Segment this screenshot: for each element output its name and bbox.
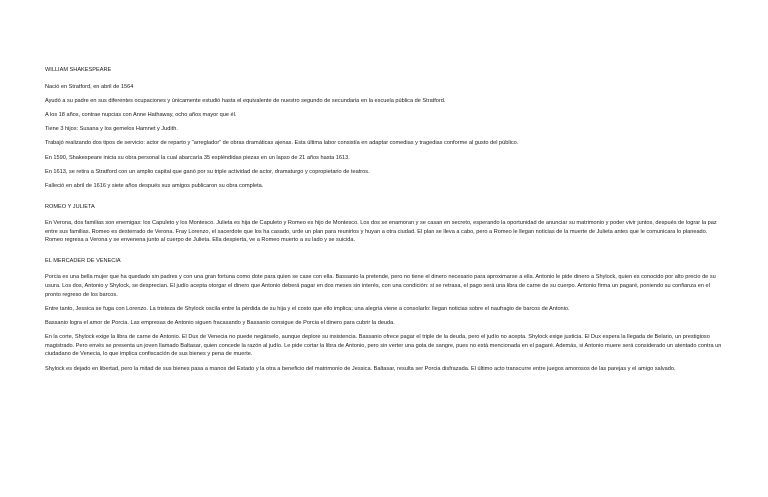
section-william-shakespeare <box>45 66 725 191</box>
section-el-mercader-de-venecia <box>45 257 725 373</box>
document-page <box>45 66 725 379</box>
section-heading: EL MERCADER DE VENECIA <box>45 257 121 264</box>
paragraph: Falleció en abril de 1616 y siete años después sus amigos publicaron su obra completa. <box>45 182 264 189</box>
paragraph: Trabajó realizando dos tipos de servicio: actor de reparto y “arreglador” de obras dramáticas ajenas. Esta última labor consistía en adaptar comedias y tragedias conforme al gusto del público. <box>45 140 519 147</box>
paragraph: Bassanio logra el amor de Porcia. Las empresas de Antonio siguen fracasando y Bassanio consigue de Porcia el dinero para cubrir la deuda. <box>45 320 395 327</box>
paragraph: En Verona, dos familias son enemigas: los Capuleto y los Montesco. Julieta es hija de Capuleto y Romeo es hijo de Montesco. Los dos se enamoran y se casan en secreto, esperando la oportunidad de anunciar su matrimonio y poder vivir juntos, después de lograr la paz entre sus familias. Romeo es desterrado de Verona. Fray Lorenzo, el sacerdote que los ha casado, urde un plan para reunirlos y huyan a otra ciudad. El plan se lleva a cabo, pero a Romeo le llegan noticias de la muerte de Julieta antes que le comunicara lo planeado. Romeo regresa a Verona y se envenena junto al cuerpo de Julieta. Ella despierta, ve a Romeo muerto a su lado y se suicida. <box>45 220 717 244</box>
section-romeo-y-julieta <box>45 203 725 245</box>
paragraph: En 1613, se retira a Stratford con un amplio capital que ganó por su triple actividad de actor, dramaturgo y copropietario de teatros. <box>45 168 370 175</box>
paragraph: Shylock es dejado en libertad, pero la mitad de sus bienes pasa a manos del Estado y la otra a beneficio del matrimonio de Jessica. Baltasar, resulta ser Porcia disfrazada. El último acto transcurre entre juegos amorosos de las parejas y el amigo salvado. <box>45 365 676 372</box>
paragraph: Entre tanto, Jessica se fuga con Lorenzo. La tristeza de Shylock oscila entre la pérdida de su hija y el costo que ello implica; una alegría viene a consolarlo: llegan noticias sobre el naufragio de barcos de Antonio. <box>45 305 570 312</box>
paragraph: En 1590, Shakespeare inicia su obra personal la cual abarcaría 35 espléndidas piezas en un lapso de 21 años hasta 1613. <box>45 154 350 161</box>
paragraph: Ayudó a su padre en sus diferentes ocupaciones y únicamente estudió hasta el equivalente de nuestro segundo de secundaria en la escuela pública de Stratford. <box>45 97 446 104</box>
paragraph: Porcia es una bella mujer que ha quedado sin padres y con una gran fortuna como dote para quien se case con ella. Bassanio la pretende, pero no tiene el dinero necesario para aproximarse a ella. Antonio le pide dinero a Shylock, quien es conocido por alto precio de su usura. Los dos, Antonio y Shylock, se desprecian. El judío acepta otorgar el dinero que Antonio deberá pagar en dos meses sin interés, con una condición: si se retrasa, el pago será una libra de carne de su cuerpo. Antonio firma un pagaré, poniendo su confianza en el pronto regreso de los barcos. <box>45 274 716 298</box>
paragraph: Tiene 3 hijos: Susana y los gemelos Hamnet y Judith. <box>45 126 178 133</box>
paragraph: A los 18 años, contrae nupcias con Anne Hathaway, ocho años mayor que él. <box>45 111 237 118</box>
paragraph: En la corte, Shylock exige la libra de carne de Antonio. El Dux de Venecia no puede negárselo, aunque deplore su insistencia. Bassanio ofrece pagar el triple de la deuda, pero el judío no acepta. Shylock exige justicia. El Dux espera la llegada de Belario, un prestigioso magistrado. Pero envés se presenta un joven llamado Baltasar, quien concede la razón al judío. Le pide cortar la libra de Antonio, pero sin verter una gota de sangre, pues no está mencionada en el pagaré. Además, si Antonio muere será considerado un atentado contra un ciudadano de Venecia, lo que implica confiscación de sus bienes y pena de muerte. <box>45 334 722 358</box>
section-heading: ROMEO Y JULIETA <box>45 203 95 210</box>
paragraph: Nació en Stratford, en abril de 1564 <box>45 83 134 90</box>
section-heading: WILLIAM SHAKESPEARE <box>45 67 112 73</box>
